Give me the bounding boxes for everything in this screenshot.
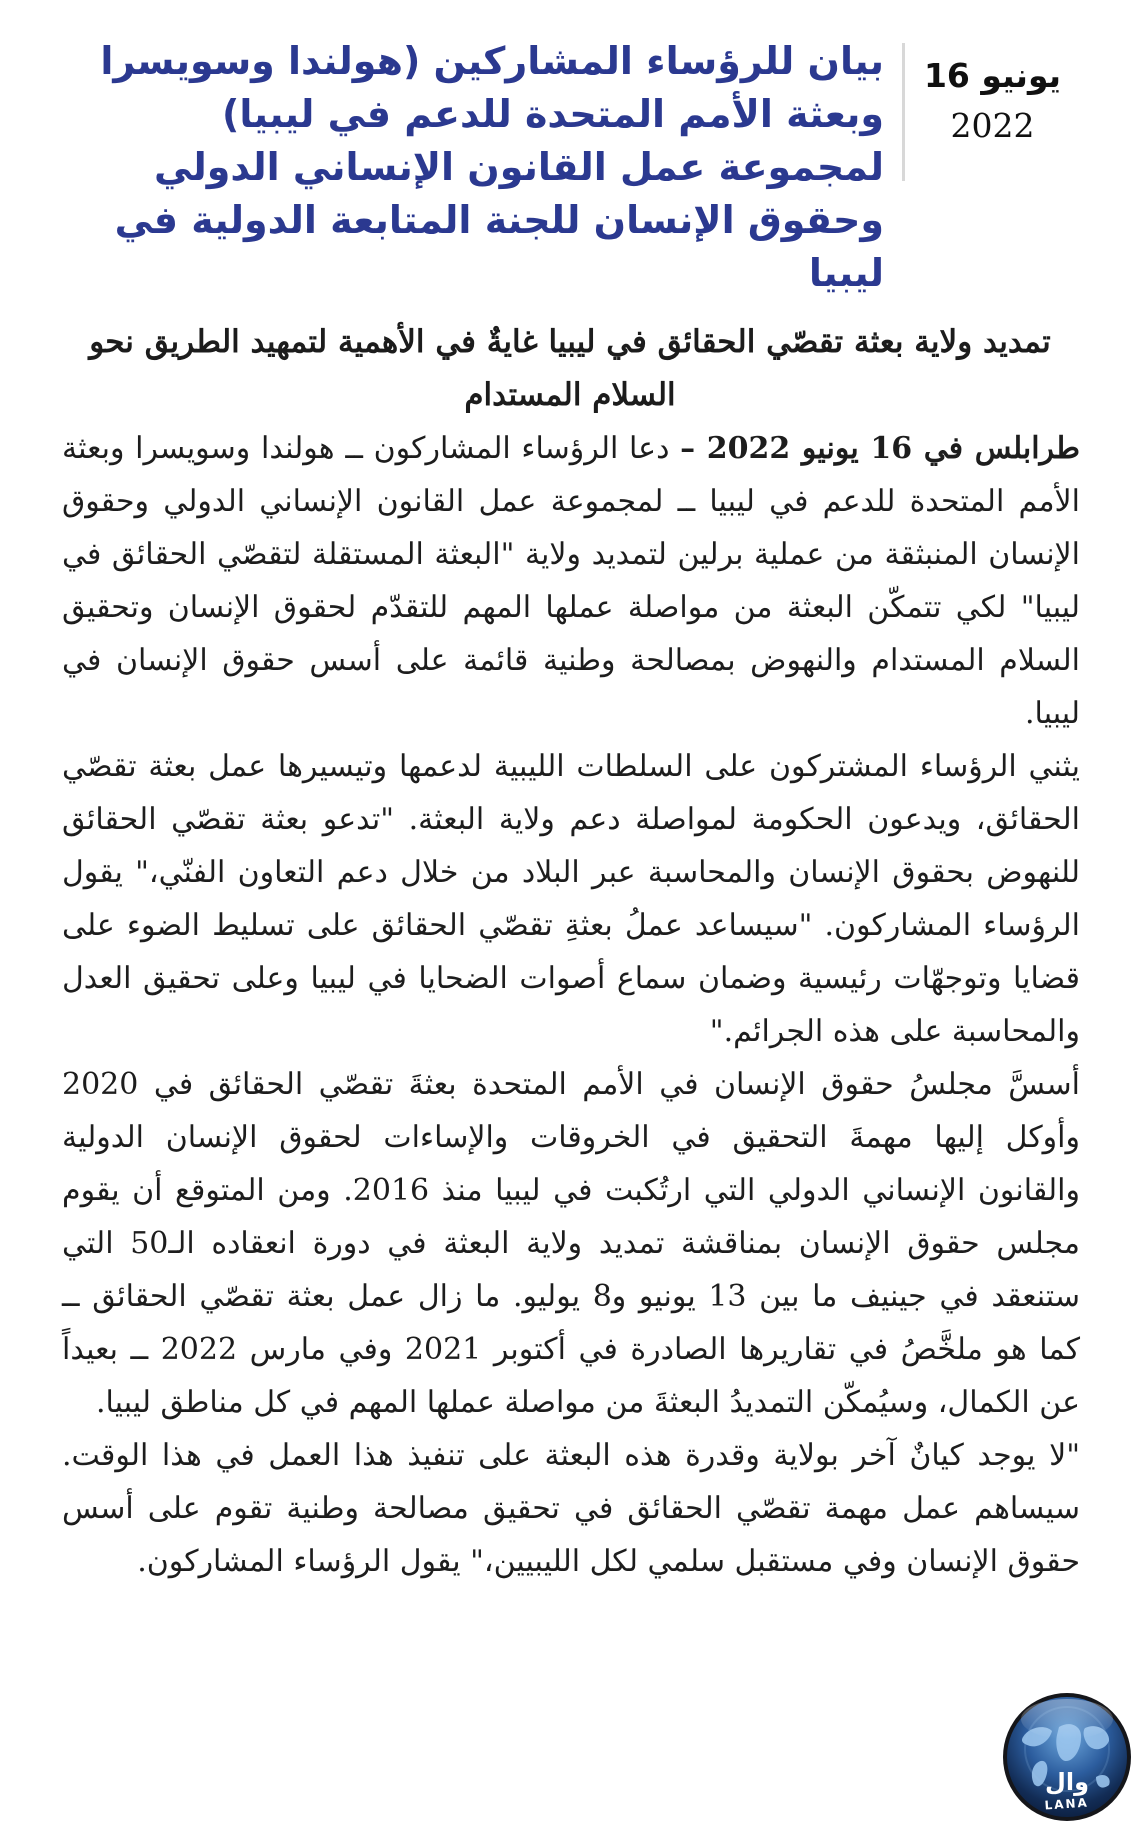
date-year: 2022 (950, 106, 1035, 145)
publish-date (905, 35, 1080, 151)
article-body (0, 422, 1135, 1588)
header-divider (902, 43, 905, 181)
paragraph-2: يثني الرؤساء المشتركون على السلطات الليبية لدعمها وتيسيرها عمل بعثة تقصّي الحقائق، ويدعون الحكومة لمواصلة دعم ولاية البعثة. "تدعو بعثة تقصّي الحقائق للنهوض بحقوق الإنسان والمحاسبة عبر البلاد من خلال دعم التعاون الفنّي،" يقول الرؤساء المشاركون. "سيساعد عملُ بعثةِ تقصّي الحقائق على تسليط الضوء على قضايا وتوجهّات رئيسية وضمان سماع أصوات الضحايا في ليبيا وعلى تحقيق العدل والمحاسبة على هذه الجرائم." (62, 749, 1080, 1049)
dateline-lead: طرابلس في 16 يونيو 2022 – (680, 431, 1080, 466)
article-subtitle: تمديد ولاية بعثة تقصّي الحقائق في ليبيا غايةٌ في الأهمية لتمهيد الطريق نحو السلام المستدام (89, 324, 1051, 413)
logo-arabic-text: وال (1045, 1768, 1089, 1796)
paragraph-dateline (62, 422, 1080, 740)
logo-latin-text: LANA (1044, 1795, 1090, 1813)
lana-globe-logo (1001, 1691, 1133, 1823)
paragraph-3: أسسَّ مجلسُ حقوق الإنسان في الأمم المتحدة بعثةَ تقصّي الحقائق في 2020 وأوكل إليها مهمةَ التحقيق في الخروقات والإساءات لحقوق الإنسان الدولية والقانون الإنساني الدولي التي ارتُكبت في ليبيا منذ 2016. ومن المتوقع أن يقوم مجلس حقوق الإنسان بمناقشة تمديد ولاية البعثة في دورة انعقاده الـ50 التي ستنعقد في جينيف ما بين 13 يونيو و8 يوليو. ما زال عمل بعثة تقصّي الحقائق ــ كما هو ملخَّصُ في تقاريرها الصادرة في أكتوبر 2021 وفي مارس 2022 ــ بعيداً عن الكمال، وسيُمكّن التمديدُ البعثةَ من مواصلة عملها المهم في كل مناطق ليبيا. (62, 1067, 1081, 1420)
article-header (0, 0, 1135, 300)
date-day-month: 16 يونيو (923, 56, 1062, 95)
globe-icon (1001, 1691, 1133, 1823)
paragraph-1-text: دعا الرؤساء المشاركون ــ هولندا وسويسرا وبعثة الأمم المتحدة للدعم في ليبيا ــ لمجموعة عمل القانون الإنساني الدولي وحقوق الإنسان المنبثقة من عملية برلين لتمديد ولاية "البعثة المستقلة لتقصّي الحقائق في ليبيا" لكي تتمكّن البعثة من مواصلة عملها المهم للتقدّم لحقوق الإنسان وتحقيق السلام المستدام والنهوض بمصالحة وطنية قائمة على أسس حقوق الإنسان في ليبيا. (62, 431, 1081, 731)
paragraph-4: "لا يوجد كيانٌ آخر بولاية وقدرة هذه البعثة على تنفيذ هذا العمل في هذا الوقت. سيساهم عمل مهمة تقصّي الحقائق في تحقيق مصالحة وطنية تقوم على أسس حقوق الإنسان وفي مستقبل سلمي لكل الليبيين،" يقول الرؤساء المشاركون. (62, 1438, 1080, 1579)
article-title: بيان للرؤساء المشاركين (هولندا وسويسرا وبعثة الأمم المتحدة للدعم في ليبيا) لمجموعة عمل القانون الإنساني الدولي وحقوق الإنسان للجنة المتابعة الدولية في ليبيا (100, 39, 884, 295)
globe-gloss (1021, 1699, 1113, 1739)
